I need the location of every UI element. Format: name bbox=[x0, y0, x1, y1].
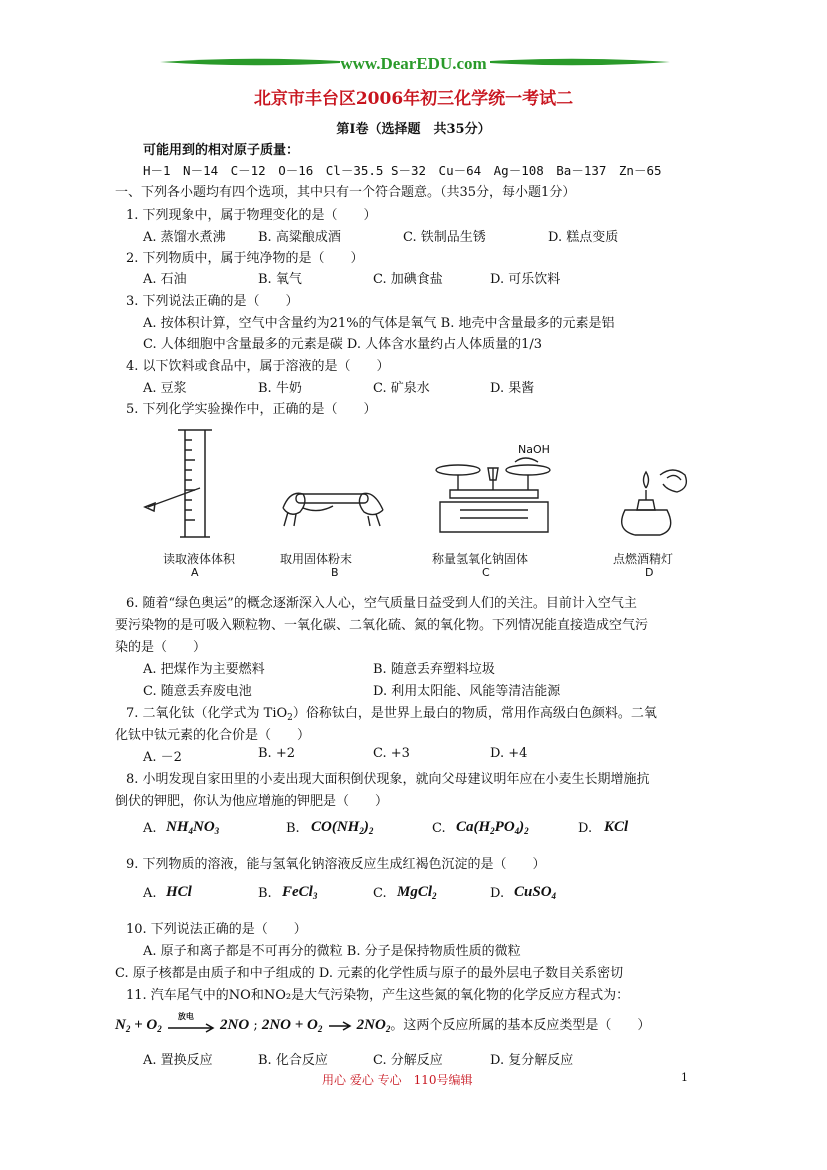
q8-formula-c: $Ca(H_2PO_4)_2$ bbox=[456, 819, 529, 836]
footer-text: 用心 爱心 专心 110号编辑 bbox=[322, 1073, 473, 1087]
q3-options-cd: C. 人体细胞中含量最多的元素是碳 D. 人体含水量约占人体质量的1/3 bbox=[143, 337, 543, 352]
q8-formula-b: $CO(NH_2)_2$ bbox=[311, 819, 374, 836]
q9-option-c-label: C. bbox=[373, 886, 387, 901]
q5-caption-c: 称量氢氧化钠固体 bbox=[432, 552, 529, 566]
q5-stem: 5. 下列化学实验操作中，正确的是（ ） bbox=[126, 402, 377, 417]
q7-option-b: B. +2 bbox=[258, 746, 295, 761]
q3-stem: 3. 下列说法正确的是（ ） bbox=[126, 294, 299, 309]
reaction-arrow-icon: 放电 bbox=[166, 1019, 216, 1033]
q11-option-d: D. 复分解反应 bbox=[490, 1053, 574, 1068]
q4-option-a: A. 豆浆 bbox=[143, 381, 187, 396]
q4-stem: 4. 以下饮料或食品中，属于溶液的是（ ） bbox=[126, 359, 390, 374]
naoh-label: NaOH bbox=[518, 443, 550, 456]
q6-option-b: B. 随意丢弃塑料垃圾 bbox=[373, 662, 495, 677]
q1-option-a: A. 蒸馏水煮沸 bbox=[143, 230, 226, 245]
q8-formula-a: $NH_4NO_3$ bbox=[166, 819, 220, 836]
q5-letter-d: D bbox=[645, 566, 654, 579]
q10-stem: 10. 下列说法正确的是（ ） bbox=[126, 922, 307, 937]
q6-option-d: D. 利用太阳能、风能等清洁能源 bbox=[373, 684, 561, 699]
q5-caption-b: 取用固体粉末 bbox=[280, 552, 353, 566]
q11-option-b: B. 化合反应 bbox=[258, 1053, 328, 1068]
q7-line-1: 7. 二氧化钛（化学式为 TiO$_2$）俗称钛白，是世界上最白的物质，常用作高级白色颜料。二氧 bbox=[126, 706, 657, 723]
q2-option-c: C. 加碘食盐 bbox=[373, 272, 443, 287]
q7-line-2: 化钛中钛元素的化合价是（ ） bbox=[115, 728, 311, 743]
q2-stem: 2. 下列物质中，属于纯净物的是（ ） bbox=[126, 251, 364, 266]
q2-option-a: A. 石油 bbox=[143, 272, 187, 287]
q6-line-3: 染的是（ ） bbox=[115, 640, 207, 655]
reaction-arrow-2-icon bbox=[327, 1019, 353, 1033]
q9-formula-b: FeCl$_3$ bbox=[282, 884, 318, 901]
section-title: 第Ⅰ卷（选择题 共35分） bbox=[336, 122, 491, 137]
q10-options-cd: C. 原子核都是由质子和中子组成的 D. 元素的化学性质与原子的最外层电子数目关系密切 bbox=[115, 966, 624, 981]
q11-option-c: C. 分解反应 bbox=[373, 1053, 443, 1068]
q6-line-2: 要污染物的是可吸入颗粒物、一氧化碳、二氧化硫、氮的氧化物。下列情况能直接造成空气污 bbox=[115, 618, 649, 633]
q4-option-c: C. 矿泉水 bbox=[373, 381, 430, 396]
page-title: 北京市丰台区2006年初三化学统一考试二 bbox=[253, 89, 574, 109]
q4-option-d: D. 果酱 bbox=[490, 381, 535, 396]
q8-line-1: 8. 小明发现自家田里的小麦出现大面积倒伏现象，就向父母建议明年应在小麦生长期增施抗 bbox=[126, 772, 650, 787]
q5-letter-c: C bbox=[482, 566, 490, 579]
q7-option-a: A. －2 bbox=[143, 750, 182, 765]
q9-formula-c: MgCl$_2$ bbox=[397, 884, 437, 901]
q6-option-c: C. 随意丢弃废电池 bbox=[143, 684, 252, 699]
q6-option-a: A. 把煤作为主要燃料 bbox=[143, 662, 265, 677]
q9-option-a-label: A. bbox=[143, 886, 157, 901]
q1-stem: 1. 下列现象中，属于物理变化的是（ ） bbox=[126, 208, 377, 223]
q10-options-ab: A. 原子和离子都是不可再分的微粒 B. 分子是保持物质性质的微粒 bbox=[143, 944, 521, 959]
alcohol-lamp-figure bbox=[605, 460, 695, 540]
atomic-mass-list: H－1 N－14 C－12 O－16 Cl－35.5 S－32 Cu－64 Ag－108 Ba－137 Zn－65 bbox=[143, 163, 662, 178]
q2-option-b: B. 氧气 bbox=[258, 272, 302, 287]
page-number: 1 bbox=[681, 1071, 688, 1084]
q2-option-d: D. 可乐饮料 bbox=[490, 272, 561, 287]
q8-formula-d: KCl bbox=[604, 819, 629, 835]
instruction: 一、下列各小题均有四个选项，其中只有一个符合题意。（共35分，每小题1分） bbox=[115, 185, 576, 200]
q6-line-1: 6. 随着“绿色奥运”的概念逐渐深入人心，空气质量日益受到人们的关注。目前计入空气主 bbox=[126, 596, 637, 611]
q8-option-b-label: B. bbox=[286, 821, 300, 836]
q5-caption-a: 读取液体体积 bbox=[163, 552, 236, 566]
q1-option-b: B. 高粱酿成酒 bbox=[258, 230, 341, 245]
q11-option-a: A. 置换反应 bbox=[143, 1053, 213, 1068]
q11-line-1: 11. 汽车尾气中的NO和NO₂是大气污染物，产生这些氮的氧化物的化学反应方程式为： bbox=[126, 988, 630, 1003]
graduated-cylinder-figure bbox=[140, 425, 220, 545]
q3-options-ab: A. 按体积计算，空气中含量约为21%的气体是氧气 B. 地壳中含量最多的元素是铝 bbox=[143, 316, 615, 331]
q11-equation: $N_2 + O_2$ 放电 2NO ; $2NO + O_2$ $2NO_2$。这两个反应所属的基本反应类型是（ ） bbox=[115, 1011, 651, 1034]
q9-option-d-label: D. bbox=[490, 886, 505, 901]
q9-stem: 9. 下列物质的溶液，能与氢氧化钠溶液反应生成红褐色沉淀的是（ ） bbox=[126, 857, 546, 872]
q7-option-d: D. +4 bbox=[490, 746, 528, 761]
q8-option-a-label: A. bbox=[143, 821, 157, 836]
q4-option-b: B. 牛奶 bbox=[258, 381, 302, 396]
q8-option-c-label: C. bbox=[432, 821, 446, 836]
q1-option-c: C. 铁制品生锈 bbox=[403, 230, 486, 245]
powder-tube-figure bbox=[278, 480, 388, 530]
q1-option-d: D. 糕点变质 bbox=[548, 230, 619, 245]
q5-letter-a: A bbox=[191, 566, 199, 579]
q9-option-b-label: B. bbox=[258, 886, 272, 901]
q8-option-d-label: D. bbox=[578, 821, 593, 836]
q7-option-c: C. +3 bbox=[373, 746, 410, 761]
q5-caption-d: 点燃酒精灯 bbox=[613, 552, 674, 566]
q5-letter-b: B bbox=[331, 566, 339, 579]
q8-line-2: 倒伏的钾肥，你认为他应增施的钾肥是（ ） bbox=[115, 794, 389, 809]
q9-formula-a: HCl bbox=[166, 884, 192, 900]
q9-formula-d: CuSO$_4$ bbox=[514, 884, 557, 901]
site-name: www.DearEDU.com bbox=[340, 54, 487, 73]
atomic-mass-label: 可能用到的相对原子质量： bbox=[143, 143, 300, 158]
